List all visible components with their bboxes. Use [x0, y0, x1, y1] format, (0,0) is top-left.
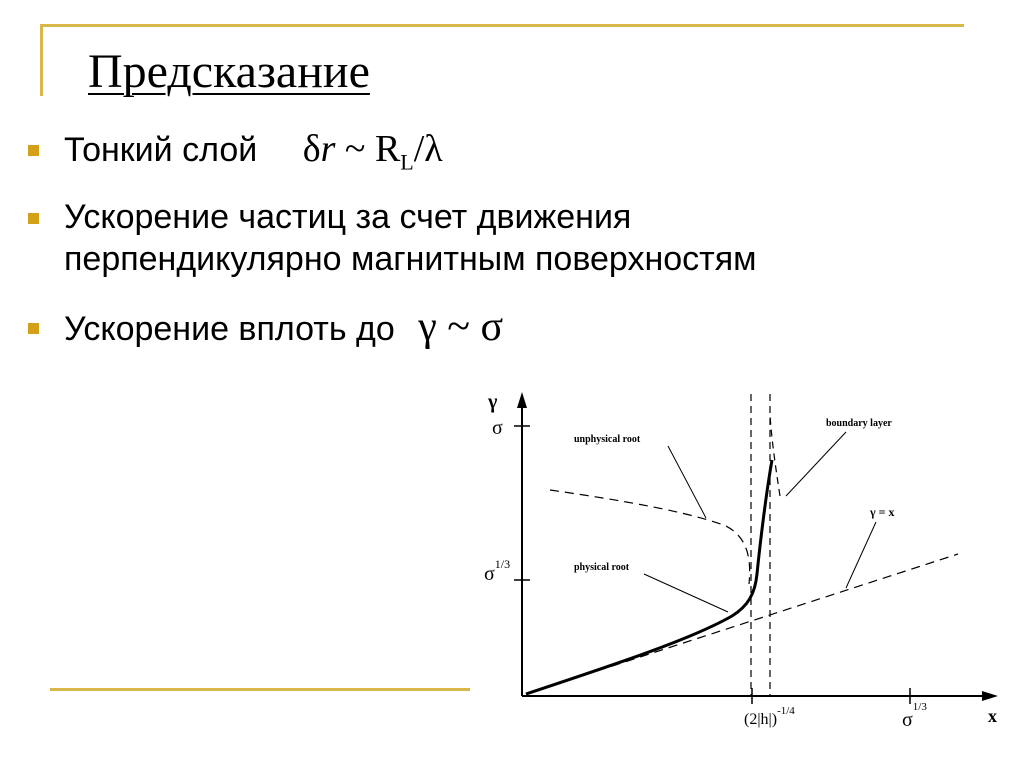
bullet-item-3	[28, 303, 988, 350]
y-tick-label-sigma: σ	[492, 417, 503, 439]
delta-symbol: δ	[302, 128, 321, 170]
bullet-list	[28, 128, 988, 350]
y-axis-arrow	[517, 392, 527, 408]
bullet-item-1	[28, 128, 988, 184]
annotation-unphysical-root: unphysical root	[574, 434, 641, 445]
bullet-2-line-2: перпендикулярно магнитным поверхностям	[64, 239, 757, 278]
x-axis-arrow	[982, 691, 998, 701]
series-boundary-layer	[770, 414, 780, 496]
gamma-sigma-chart	[470, 384, 1010, 764]
x-tick-label-sigma-third: $\sigma^{1/3}$	[902, 701, 927, 731]
leader-physical-root	[644, 574, 728, 612]
left-rule	[40, 24, 43, 96]
r-symbol: r	[320, 128, 336, 170]
leader-unphysical-root	[668, 446, 706, 518]
x-tick-label-2h: $(2|h|)^{-1/4}$	[744, 705, 795, 728]
bullet-2-line-1: Ускорение частиц за счет движения	[64, 197, 632, 236]
bullet-3-text: Ускорение вплоть до	[64, 309, 395, 348]
leader-boundary-layer	[786, 432, 846, 496]
y-tick-label-sigma-third: $\sigma^{1/3}$	[484, 557, 511, 585]
tilde-R: ~ R	[335, 128, 401, 170]
top-rule	[40, 24, 964, 27]
bullet-1-text: Тонкий слой	[64, 131, 258, 169]
bullet-marker	[28, 323, 39, 334]
leader-gamma-eq-x	[846, 522, 876, 588]
bullet-marker	[28, 145, 39, 156]
bullet-3-formula: γ ~ σ	[418, 303, 504, 350]
subscript-L: L	[400, 149, 414, 175]
series-physical-root	[526, 460, 772, 694]
over-lambda: /λ	[413, 128, 443, 170]
bullet-1-formula	[302, 128, 443, 175]
x-axis-label: x	[988, 706, 997, 726]
y-axis-label: γ	[488, 391, 498, 413]
annotation-boundary-layer: boundary layer	[826, 418, 892, 429]
bullet-item-2	[28, 196, 988, 280]
bullet-marker	[28, 213, 39, 224]
annotation-gamma-eq-x: γ = x	[870, 505, 895, 519]
slide-title: Предсказание	[88, 45, 370, 98]
annotation-physical-root: physical root	[574, 562, 630, 573]
bottom-rule	[50, 688, 470, 691]
